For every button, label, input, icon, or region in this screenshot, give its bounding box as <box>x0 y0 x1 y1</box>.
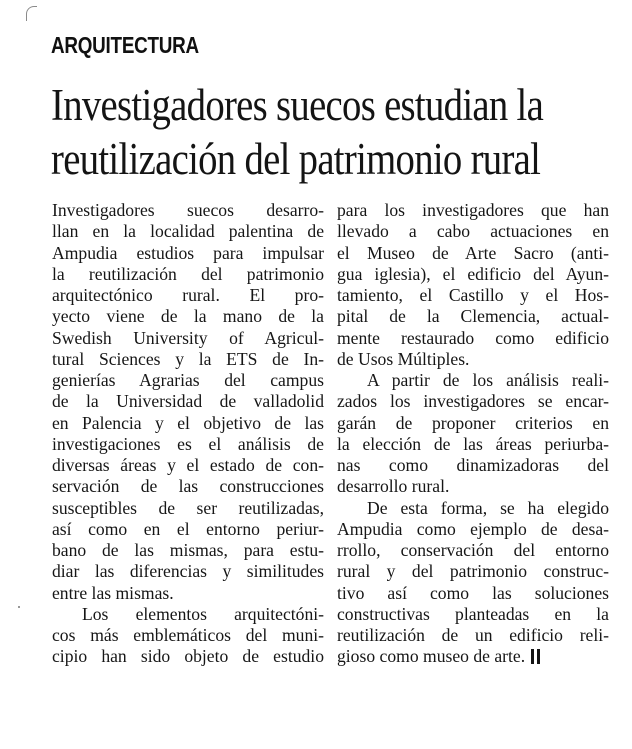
body-line: De esta forma, se ha elegido <box>367 497 609 518</box>
body-line: susceptibles de ser reutilizadas, <box>52 497 324 518</box>
body-line: nas como dinamizadoras del <box>337 455 609 475</box>
body-line: yecto viene de la mano de la <box>52 306 324 327</box>
section-label: ARQUITECTURA <box>51 32 199 58</box>
body-line: garán de proponer criterios en <box>337 412 609 433</box>
body-line: así como en el entorno periur- <box>52 518 324 539</box>
article-column-left <box>52 200 324 668</box>
body-line: en Palencia y el objetivo de las <box>52 412 324 433</box>
body-line: constructivas planteadas en la <box>337 603 609 624</box>
body-line: Investigadores suecos desarro- <box>52 200 324 220</box>
body-line: zados los investigadores se encar- <box>337 391 609 412</box>
scan-speck <box>18 606 20 608</box>
headline-line-2: reutilización del patrimonio rural <box>51 134 541 184</box>
body-line: llevado a cabo actuaciones en <box>337 221 609 242</box>
body-line: diversas áreas y el estado de con- <box>52 455 324 475</box>
headline-line-1: Investigadores suecos estudian la <box>51 80 544 130</box>
body-line: investigaciones es el análisis de <box>52 433 324 454</box>
body-line: tural Sciences y la ETS de In- <box>52 348 324 369</box>
body-line: de Usos Múltiples. <box>337 348 470 369</box>
body-line: Ampudia como ejemplo de desa- <box>337 518 609 539</box>
body-line: genierías Agrarias del campus <box>52 370 324 390</box>
body-line: Ampudia estudios para impulsar <box>52 242 324 263</box>
body-line: servación de las construcciones <box>52 476 324 497</box>
body-line: pital de la Clemencia, actual- <box>337 306 609 327</box>
body-line: cipio han sido objeto de estudio <box>52 646 324 667</box>
body-line: llan en la localidad palentina de <box>52 221 324 242</box>
body-line: A partir de los análisis reali- <box>367 370 609 390</box>
body-line: bano de las mismas, para estu- <box>52 540 324 560</box>
body-line: tamiento, el Castillo y el Hos- <box>337 285 609 305</box>
body-line: gua iglesia), el edificio del Ayun- <box>337 263 609 284</box>
body-line: rrollo, conservación del entorno <box>337 540 609 560</box>
body-line: rural y del patrimonio construc- <box>337 561 609 582</box>
end-of-article-mark <box>531 649 540 664</box>
body-line: arquitectónico rural. El pro- <box>52 285 324 305</box>
body-line: mente restaurado como edificio <box>337 327 609 348</box>
body-line: desarrollo rural. <box>337 476 450 497</box>
body-line: de la Universidad de valladolid <box>52 391 324 412</box>
body-line: la reutilización del patrimonio <box>52 263 324 284</box>
headline <box>51 78 611 186</box>
body-line: la elección de las áreas periurba- <box>337 433 609 454</box>
body-line: reutilización de un edificio reli- <box>337 625 609 645</box>
body-line: cos más emblemáticos del muni- <box>52 625 324 645</box>
body-line: para los investigadores que han <box>337 200 609 220</box>
body-line-text: gioso como museo de arte. <box>337 646 526 667</box>
body-line: diar las diferencias y similitudes <box>52 561 324 582</box>
body-line-final <box>337 646 609 667</box>
body-line: Swedish University of Agricul- <box>52 327 324 348</box>
article-column-right <box>337 200 609 668</box>
body-line: entre las mismas. <box>52 582 174 603</box>
crop-mark <box>26 6 37 21</box>
body-line: Los elementos arquitectóni- <box>82 603 324 624</box>
body-line: el Museo de Arte Sacro (anti- <box>337 242 609 263</box>
body-line: tivo así como las soluciones <box>337 582 609 603</box>
